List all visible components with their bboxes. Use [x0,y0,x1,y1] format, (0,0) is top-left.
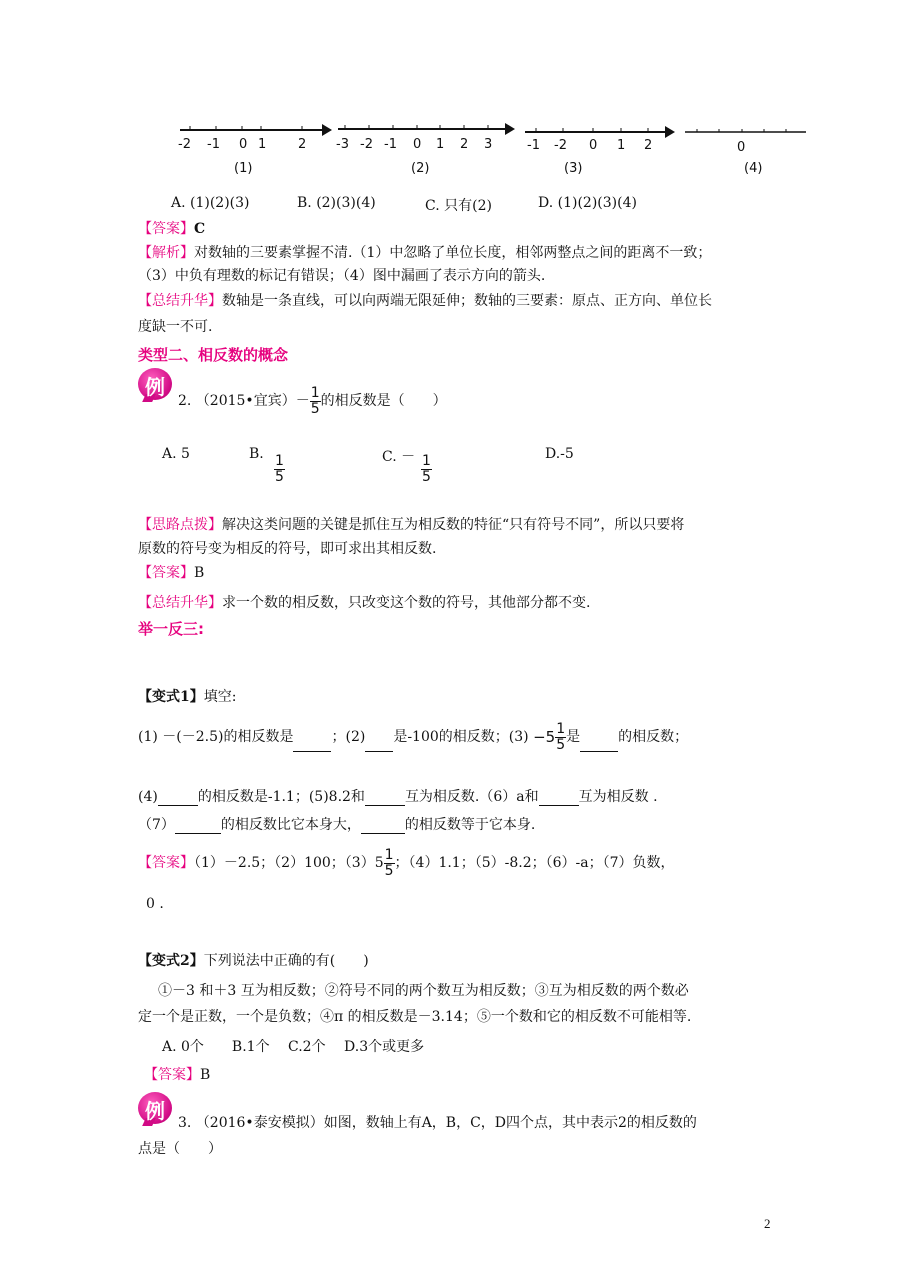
nl2-label: 1 [436,137,445,152]
variant-tag: 【变式2】 [138,953,204,969]
nl2-caption: (2) [411,161,430,176]
q2-hint-line-2: 原数的符号变为相反的符号，即可求出其相反数. [138,541,437,557]
q1-summary-line-2: 度缺一不可. [138,319,213,335]
variant-title: 下列说法中正确的有( ) [203,953,369,969]
v2-statements-line-2: 定一个是正数，一个是负数；④π 的相反数是－3.14；⑤一个数和它的相反数不可能相等. [138,1009,692,1025]
summary-tag: 【总结升华】 [138,595,222,611]
v2-statements-line-1: ①－3 和＋3 互为相反数；②符号不同的两个数互为相反数；③互为相反数的两个数必 [158,983,689,999]
q2-answer [138,562,204,582]
analysis-text: 对数轴的三要素掌握不清.（1）中忽略了单位长度，相邻两整点之间的距离不一致； [194,245,712,261]
v1-line-2: (4) 的相反数是-1.1；(5)8.2和 互为相反数.（6）a和 互为相反数 . [138,789,658,805]
nl3-label: 1 [617,138,626,153]
q1-option-d: D. (1)(2)(3)(4) [538,195,637,211]
page-number: 2 [764,1216,771,1231]
v1-answer: 【答案】（1）－2.5；（2）100；（3）5 $\frac{1}{5}$ ；（4）1.1；（5）-8.2；（6）-a；（7）负数， [138,847,675,879]
q1-analysis-line-1 [138,242,711,262]
v1-answer-cont: 0 . [146,896,164,912]
answer-tag: 【答案】 [138,221,194,237]
nl1-label: 0 [239,137,248,152]
example-badge-icon: 例 [138,368,174,402]
nl1-label: -1 [207,137,220,152]
variant-title: 填空: [203,689,237,705]
fraction: $\frac{1}{5}$ [310,385,320,417]
v1-line-1: (1) －(－2.5)的相反数是 ；(2) 是-100的相反数；(3) −5 $\frac{1}{5}$ 是 的相反数； [138,721,689,753]
v1-line-3: （7） 的相反数比它本身大， 的相反数等于它本身. [138,817,536,833]
answer-tag: 【答案】 [138,855,194,872]
q3-stem-line-1: 3. （2016•泰安模拟）如图，数轴上有A，B，C，D四个点，其中表示2的相反数的 [178,1115,697,1131]
q2-option-a: A. 5 [162,446,190,462]
q2-stem-suffix: 的相反数是（ ） [320,393,447,410]
analysis-tag: 【解析】 [138,245,194,261]
nl4-caption: (4) [744,161,763,176]
nl2-label: -2 [360,137,373,152]
nl1-caption: (1) [234,161,253,176]
v2-title [138,950,369,970]
answer-tag: 【答案】 [138,565,194,581]
answer-value: B [194,565,205,581]
fraction: $\frac{1}{5}$ [384,847,394,879]
nl3-label: 2 [644,138,653,153]
q2-hint-line-1 [138,514,684,534]
q2-option-c: C. － [382,449,416,465]
q2-summary [138,592,590,612]
v2-options: A. 0个 B.1个 C.2个 D.3个或更多 [162,1039,425,1055]
q2-option-b: B. [249,446,264,462]
number-line-2 [336,123,515,176]
nl3-label: -1 [527,138,540,153]
nl3-label: 0 [589,138,598,153]
nl3-caption: (3) [564,161,583,176]
nl2-label: -3 [336,137,349,152]
nl1-label: -2 [178,137,191,152]
q2-stem-prefix: 2. （2015•宜宾）－ [178,393,310,410]
number-line-1 [178,124,332,176]
q3-stem-line-2: 点是（ ） [138,1141,222,1157]
nl1-label: 2 [298,137,307,152]
nl2-label: 0 [413,137,422,152]
nl1-label: 1 [258,137,267,152]
example-badge-icon: 例 [138,1092,174,1126]
q1-analysis-line-2: （3）中负有理数的标记有错误；（4）图中漏画了表示方向的箭头. [138,268,546,284]
fraction: $\frac{1}{5}$ [556,721,566,753]
summary-text: 数轴是一条直线，可以向两端无限延伸；数轴的三要素：原点、正方向、单位长 [222,293,712,309]
number-line-4 [685,129,806,176]
answer-value: B [200,1067,211,1083]
v2-answer [144,1064,210,1084]
q1-option-a: A. (1)(2)(3) [171,195,250,211]
hint-text: 解决这类问题的关键是抓住互为相反数的特征“只有符号不同”，所以只要将 [222,517,685,533]
variant-tag: 【变式1】 [138,689,204,705]
q2-option-b-fraction: $\frac{1}{5}$ [275,453,284,485]
q1-option-b: B. (2)(3)(4) [297,195,376,211]
section-heading-type2: 类型二、相反数的概念 [138,346,289,364]
q1-answer [138,218,205,238]
q2-stem [178,386,447,416]
mixed-number-whole: −5 [533,728,556,747]
number-lines-figure [170,118,810,180]
v1-title [138,686,236,706]
nl3-label: -2 [554,138,567,153]
nl2-label: 2 [460,137,469,152]
summary-text: 求一个数的相反数，只改变这个数的符号，其他部分都不变. [222,595,591,611]
q1-option-c: C. 只有(2) [425,198,492,214]
answer-tag: 【答案】 [144,1067,200,1083]
q2-option-c-fraction: $\frac{1}{5}$ [422,453,431,485]
nl2-label: -1 [384,137,397,152]
nl2-label: 3 [484,137,493,152]
answer-value: C [194,221,206,237]
q1-summary-line-1 [138,290,712,310]
practice-heading: 举一反三: [138,620,204,638]
hint-tag: 【思路点拨】 [138,517,222,533]
number-line-3 [525,126,675,176]
summary-tag: 【总结升华】 [138,293,222,309]
q2-option-d: D.-5 [545,446,574,462]
nl4-label: 0 [737,140,746,155]
